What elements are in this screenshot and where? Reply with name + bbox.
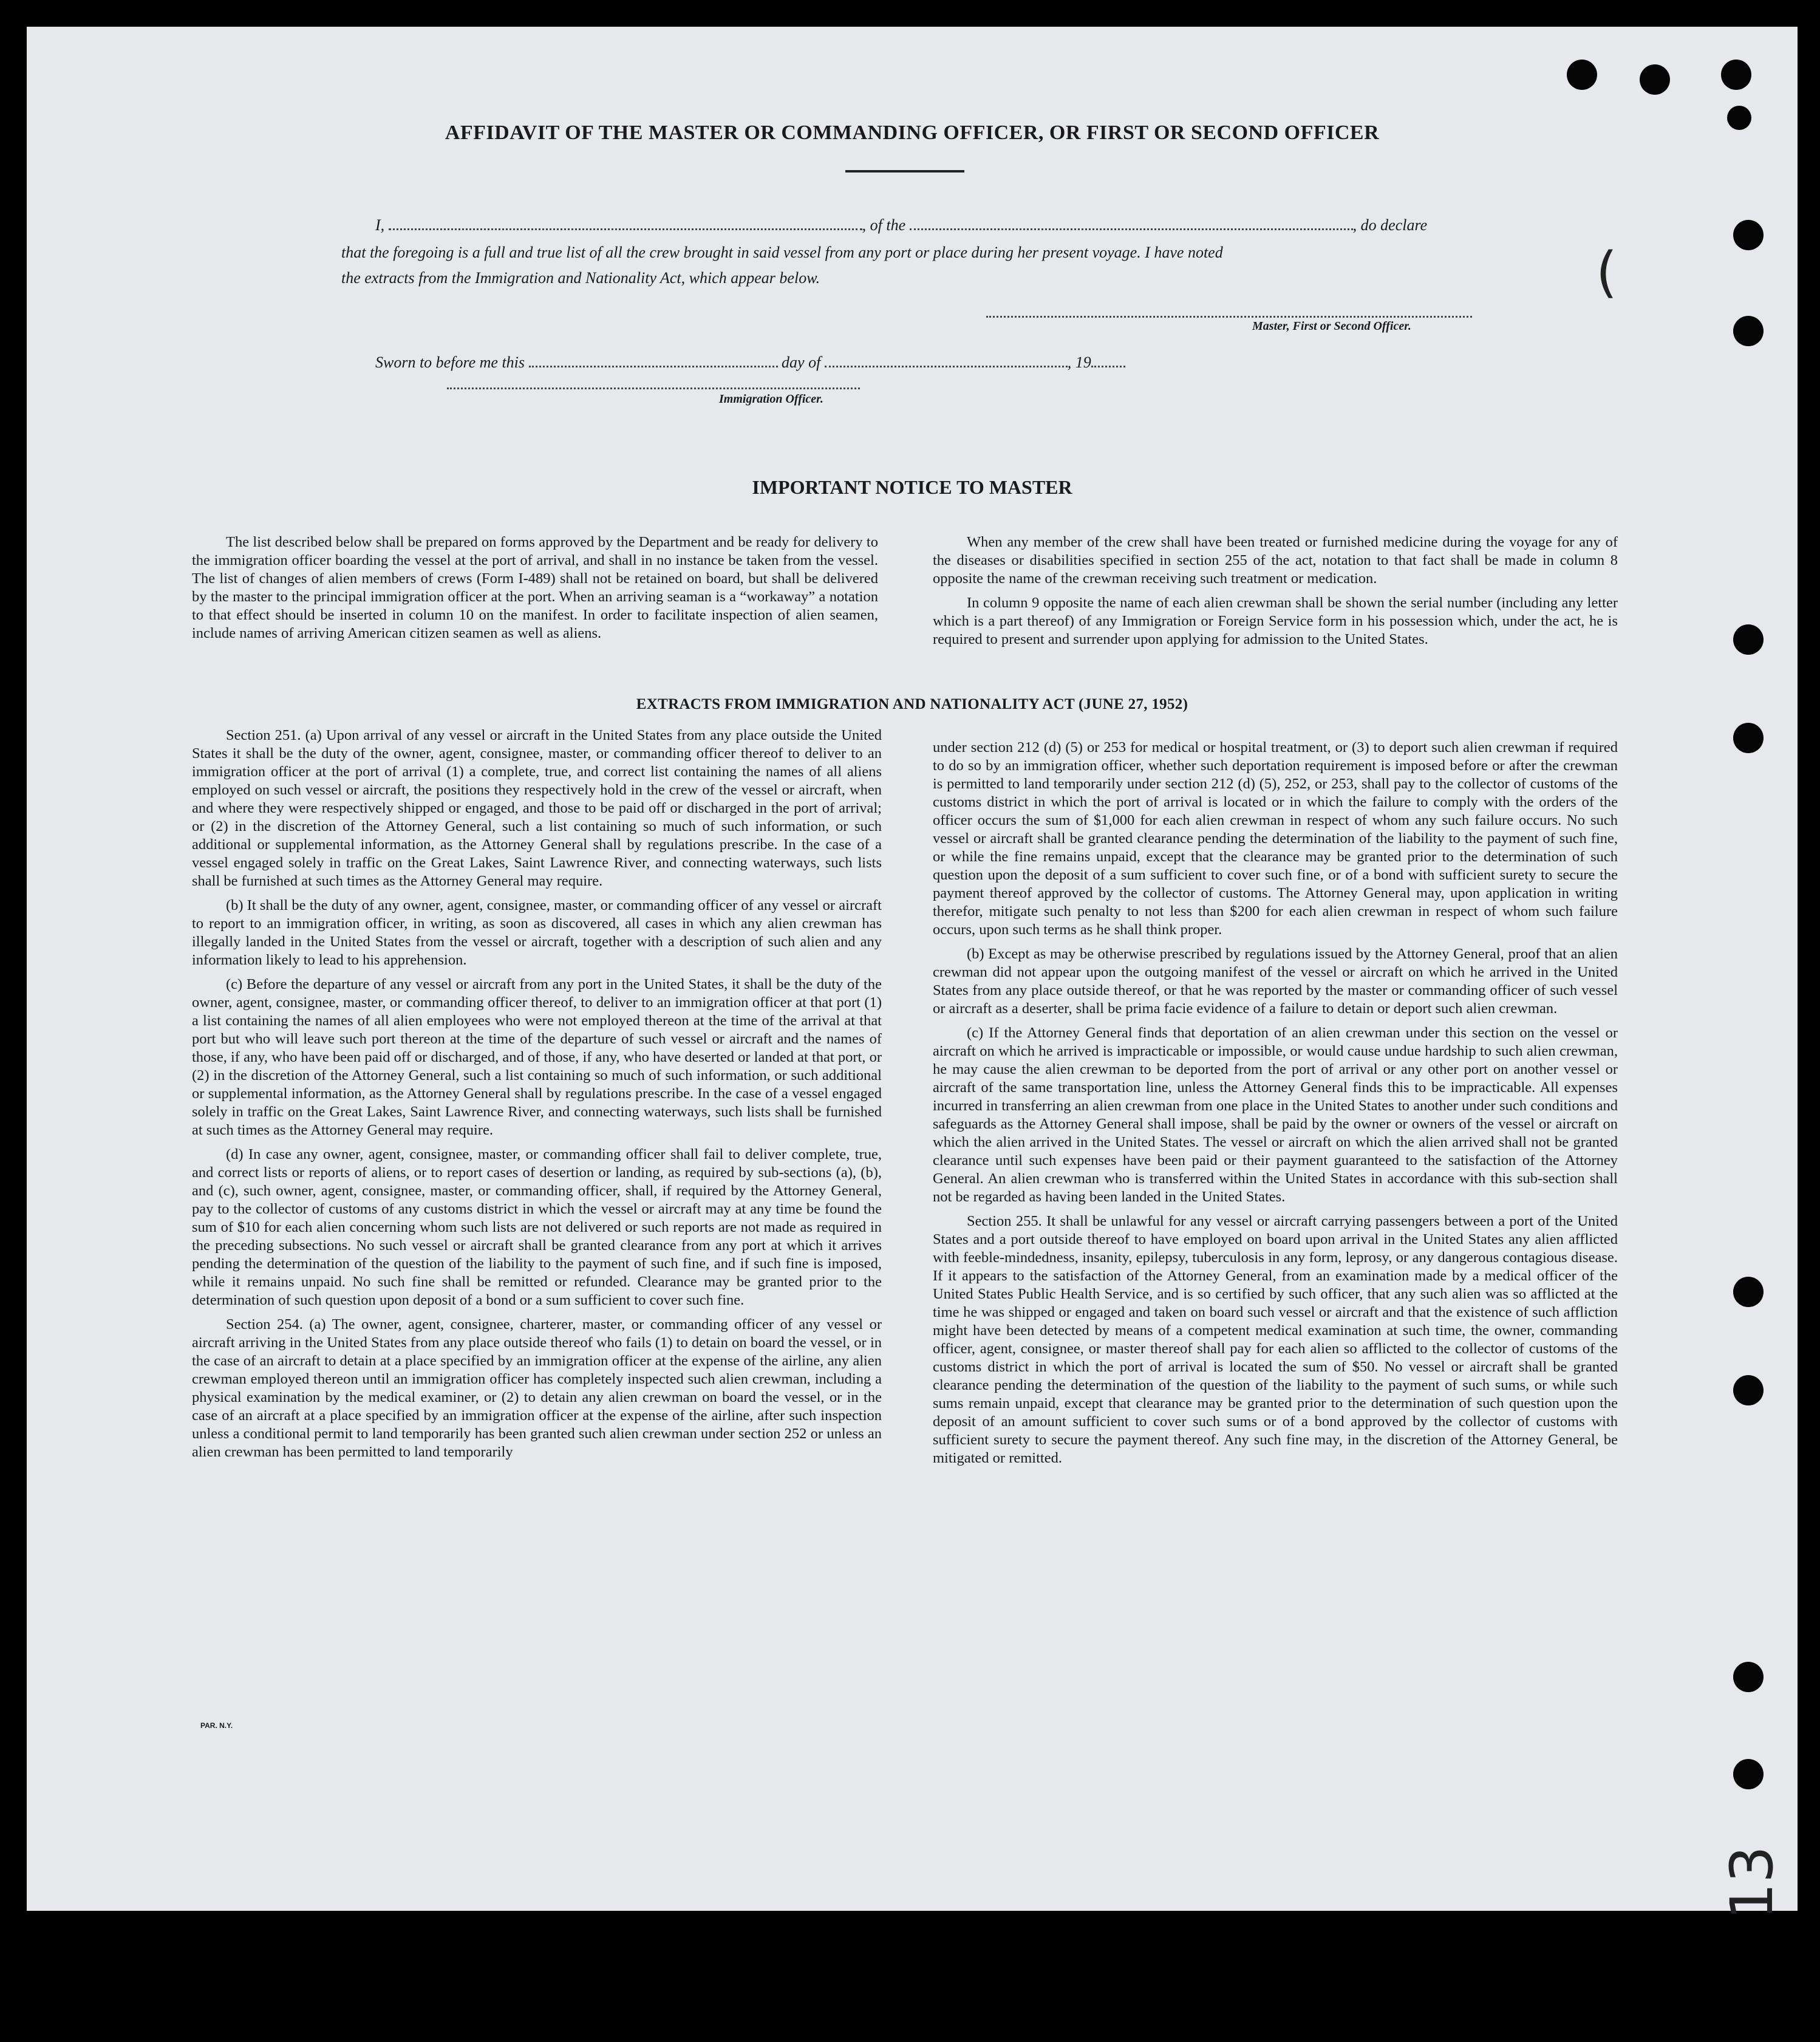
punch-hole [1733, 1375, 1764, 1405]
extract-paragraph: Section 255. It shall be unlawful for any vessel or aircraft carrying passengers between a port of the United States and a port outside thereof to have employed on board upon arrival in the United States any alien afflicted with feeble-mindedness, insanity, epilepsy, tuberculosis in any form, leprosy, or any dangerous contagious disease. If it appears to the satisfaction of the Attorney General, from an examination made by a medical officer of the United States Public Health Service, and is so certified by such officer, that any such alien was so afflicted at the time he was shipped or engaged and taken on board such vessel or aircraft and that the existence of such affliction might have been detected by means of a competent medical examination at such time, the owner, commanding officer, agent, consignee, or master thereof shall pay for each alien so afflicted to the collector of customs of the customs district in which the port of arrival is located the sum of $50. No vessel or aircraft shall be granted clearance pending the determination of the question of the liability to the payment of such sums, or while such sums remain unpaid, except that clearance may be granted prior to the determination of such question upon the deposit of an amount sufficient to cover such sums or of a bond approved by the collector of customs with sufficient surety to secure the payment thereof. Any such fine may, in the discretion of the Attorney General, be mitigated or remitted. [933, 1213, 1618, 1466]
extract-paragraph: (b) It shall be the duty of any owner, agent, consignee, master, or commanding officer of any vessel or aircraft to report to an immigration officer, in writing, as soon as discovered, all cases in which any alien crewman has illegally landed in the United States from the vessel or aircraft, together with a description of such alien and any information likely to lead to his apprehension. [192, 897, 882, 968]
declaration-prefix: I, [375, 216, 385, 234]
sworn-month-field[interactable] [825, 350, 1068, 367]
notice-left-column [192, 533, 878, 649]
extract-paragraph: (b) Except as may be otherwise prescribed by regulations issued by the Attorney General, proof that an alien crewman did not appear upon the outgoing manifest of the vessel or aircraft on which he arrived in the United States from any place outside thereof, or that he was reported by the master or commanding officer of such vessel or aircraft as a deserter, shall be prima facie evidence of a failure to detain or deport such alien crewman. [933, 946, 1618, 1017]
punch-hole [1733, 723, 1764, 753]
master-signature-line[interactable] [986, 316, 1472, 318]
vessel-field[interactable] [910, 213, 1353, 230]
extracts-left-column [192, 726, 882, 1467]
punch-hole [1733, 1759, 1764, 1789]
notice-title: IMPORTANT NOTICE TO MASTER [752, 476, 1072, 498]
extract-paragraph: under section 212 (d) (5) or 253 for medical or hospital treatment, or (3) to deport such alien crewman if required to do so by an immigration officer, whether such deportation requirement is imposed before or after the crewman is permitted to land temporarily under section 212 (d) (5), 252, or 253, shall pay to the collector of customs of the customs district in which the port of arrival is located or in which the failure to comply with the orders of the officer occurs the sum of $1,000 for each alien crewman in respect of whom any such failure occurs. No such vessel or aircraft shall be granted clearance pending the determination of the liability to the payment of such fine, or while the fine remains unpaid, except that the clearance may be granted prior to the determination of such question upon the deposit of a sum sufficient to cover such fine, or of a bond with sufficient surety to secure the payment thereof approved by the collector of customs. The Attorney General may, upon application in writing therefor, mitigate such penalty to not less than $200 for each alien crewman in respect of whom such failure occurs, upon such terms as he shall think proper. [933, 739, 1618, 938]
extract-paragraph: (c) If the Attorney General finds that deportation of an alien crewman under this section on the vessel or aircraft on which he arrived is impracticable or impossible, or would cause undue hardship to such alien crewman, he may cause the alien crewman to be deported from the port of arrival or any other port on another vessel or aircraft of the same transportation line, unless the Attorney General finds this to be impracticable. All expenses incurred in transferring an alien crewman from one place in the United States to another under such conditions and safeguards as the Attorney General shall impose, shall be paid by the owner or owners of the vessel or aircraft on which the alien arrived in the United States. The vessel or aircraft on which the alien arrived shall not be granted clearance until such expenses have been paid or their payment guaranteed to the satisfaction of the Attorney General. An alien crewman who is transferred within the United States in accordance with this sub-section shall not be regarded as having been landed in the United States. [933, 1025, 1618, 1205]
punch-hole [1733, 1662, 1764, 1692]
name-field[interactable] [389, 213, 862, 230]
punch-hole [1733, 624, 1764, 655]
punch-hole [1733, 220, 1764, 250]
punch-hole [1567, 60, 1597, 90]
declaration-text-2: the extracts from the Immigration and Nationality Act, which appear below. [341, 269, 820, 287]
notice-right-column [933, 533, 1618, 655]
sworn-day-label: day of [782, 353, 821, 371]
affidavit-title: AFFIDAVIT OF THE MASTER OR COMMANDING OFFICER, OR FIRST OR SECOND OFFICER [445, 121, 1380, 144]
declaration-line [375, 213, 1427, 237]
notice-paragraph: The list described below shall be prepared on forms approved by the Department and be ready for delivery to the immigration officer boarding the vessel at the port of arrival, and shall in no instance be taken from the vessel. The list of changes of alien members of crews (Form I-489) shall not be retained on board, but shall be delivered by the master to the principal immigration officer at the port. When an arriving seaman is a “workaway” a notation to that effect should be inserted in column 10 on the manifest. In order to facilitate inspection of alien seamen, include names of arriving American citizen seamen as well as aliens. [192, 534, 878, 641]
sworn-year-field[interactable] [1091, 350, 1125, 367]
notice-paragraph: When any member of the crew shall have been treated or furnished medicine during the voyage for any of the diseases or disabilities specified in section 255 of the act, notation to that fact shall be made in column 8 opposite the name of the crewman receiving such treatment or medication. [933, 534, 1618, 587]
sworn-line [375, 350, 1125, 375]
punch-hole [1640, 64, 1670, 95]
title-underline [845, 170, 964, 172]
punch-hole [1733, 1277, 1764, 1307]
punch-hole [1721, 60, 1751, 90]
document-page [27, 27, 1798, 1921]
extract-paragraph: Section 251. (a) Upon arrival of any vessel or aircraft in the United States from any place outside the United States it shall be the duty of the owner, agent, consignee, master, or commanding officer thereof to deliver to an immigration officer at the port of arrival (1) a complete, true, and correct list containing the names of all aliens employed on such vessel or aircraft, the positions they respectively hold in the crew of the vessel or aircraft, when and where they were respectively shipped or engaged, and those to be paid off or discharged in the port of arrival; or (2) in the discretion of the Attorney General, such a list containing so much of such information, or such additional or supplemental information, as the Attorney General shall by regulations prescribe. In the case of a vessel engaged solely in traffic on the Great Lakes, Saint Lawrence River, and connecting waterways, such lists shall be furnished at such times as the Attorney General may require. [192, 727, 882, 889]
punch-hole [1733, 316, 1764, 346]
extracts-title: EXTRACTS FROM IMMIGRATION AND NATIONALITY ACT (JUNE 27, 1952) [636, 696, 1188, 712]
extract-paragraph: (c) Before the departure of any vessel or aircraft from any port in the United States, it shall be the duty of the owner, agent, consignee, master, or commanding officer thereof, to deliver to an immigration officer at that port (1) a list containing the names of all alien employees who were not employed thereon at the time of the arrival at that port but who will leave such port thereon at the time of the departure of such vessel or aircraft and the names of those, if any, who have been paid off or discharged, and of those, if any, who have deserted or landed at that port, or (2) in the discretion of the Attorney General, such a list containing so much of such information, or such additional or supplemental information, as the Attorney General shall by regulations prescribe. In the case of a vessel engaged solely in traffic on the Great Lakes, Saint Lawrence River, and connecting waterways, such lists shall be furnished at such times as the Attorney General may require. [192, 976, 882, 1138]
extract-paragraph: (d) In case any owner, agent, consignee, master, or commanding officer shall fail to deliver complete, true, and correct lists or reports of aliens, or to report cases of desertion or landing, as required by sub-sections (a), (b), and (c), such owner, agent, consignee, master, or commanding officer, shall, if required by the Attorney General, pay to the collector of customs of any customs district in which the vessel or aircraft may at any time be found the sum of $10 for each alien concerning whom such lists are not delivered or such reports are not made as required in the preceding subsections. No such vessel or aircraft shall be granted clearance from any port at which it arrives pending the determination of the question of the liability to the payment of such fine, and if such fine is imposed, while it remains unpaid. No such fine shall be remitted or refunded. Clearance may be granted prior to the determination of such question upon deposit of a bond or a sum sufficient to cover such fine. [192, 1146, 882, 1308]
master-signature-label: Master, First or Second Officer. [1252, 319, 1411, 333]
extracts-right-column [933, 739, 1618, 1473]
declaration-mid: , of the [862, 216, 906, 234]
margin-tick: ( [1596, 241, 1618, 304]
sworn-day-field[interactable] [529, 350, 778, 367]
declaration-text-1: that the foregoing is a full and true list of all the crew brought in said vessel from any port or place during her present voyage. I have noted [341, 244, 1223, 261]
officer-signature-label: Immigration Officer. [719, 392, 823, 406]
sworn-prefix: Sworn to before me this [375, 353, 525, 371]
handwritten-page-mark: 13 [1718, 1845, 1787, 1921]
extract-paragraph: Section 254. (a) The owner, agent, consignee, charterer, master, or commanding officer of any vessel or aircraft arriving in the United States from any place outside thereof who fails (1) to detain on board the vessel, or in the case of an aircraft to detain at a place specified by an immigration officer at the expense of the airline, any alien crewman employed thereon until an immigration officer has completely inspected such alien crewman, including a physical examination by the medical examiner, or (2) to detain any alien crewman on board the vessel, or in the case of an aircraft at a place specified by an immigration officer at the expense of the airline, after such inspection unless a conditional permit to land temporarily has been granted such alien crewman under section 252 or unless an alien crewman has been permitted to land temporarily [192, 1316, 882, 1460]
notice-paragraph: In column 9 opposite the name of each alien crewman shall be shown the serial number (including any letter which is a part thereof) of any Immigration or Foreign Service form in his possession which, under the act, he is required to present and surrender upon applying for admission to the United States. [933, 595, 1618, 647]
sworn-year-label: , 19 [1067, 353, 1091, 371]
declaration-suffix: , do declare [1352, 216, 1428, 234]
officer-signature-line[interactable] [447, 388, 860, 389]
printer-tag: PAR. N.Y. [200, 1721, 233, 1730]
